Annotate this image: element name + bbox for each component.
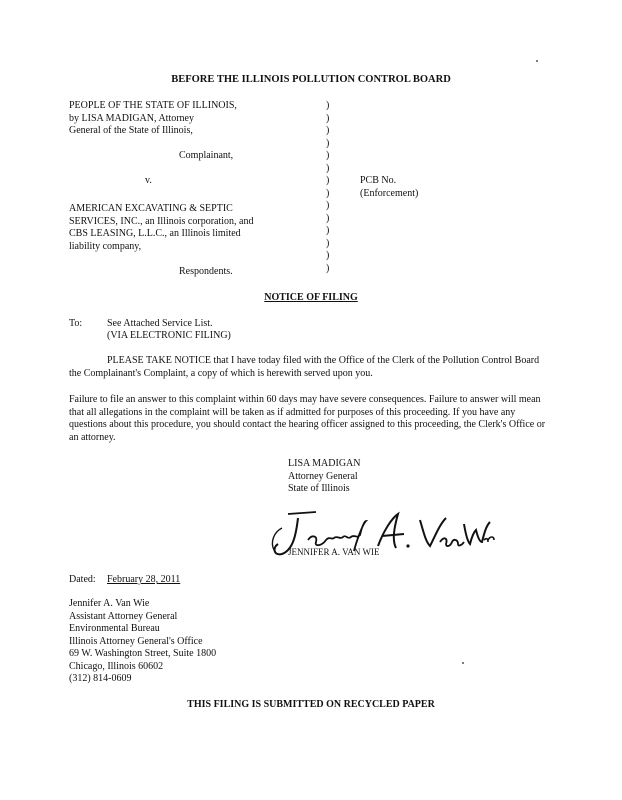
complainant-line: PEOPLE OF THE STATE OF ILLINOIS, (69, 100, 237, 111)
scan-speck (462, 662, 464, 664)
ag-title: Attorney General (288, 470, 358, 482)
notice-paragraph: PLEASE TAKE NOTICE that I have today filed with the Office of the Clerk of the Pollution Control Board the Complainant's Complaint, a copy of which is herewith served upon you. (69, 355, 540, 379)
dated-label: Dated: (69, 574, 96, 585)
contact-block (69, 598, 216, 686)
respondent-line: CBS LEASING, L.L.C., an Illinois limited (69, 228, 241, 239)
complainant-line: General of the State of Illinois, (69, 125, 193, 136)
contact-line: 69 W. Washington Street, Suite 1800 (69, 648, 217, 659)
recycled-paper-footer: THIS FILING IS SUBMITTED ON RECYCLED PAPER (187, 699, 435, 710)
respondent-line: liability company, (69, 240, 142, 252)
respondent-role: Respondents. (179, 266, 233, 277)
ag-state: State of Illinois (288, 483, 350, 494)
respondent-block (69, 203, 253, 253)
respondent-line: AMERICAN EXCAVATING & SEPTIC (69, 203, 233, 214)
respondent-line: SERVICES, INC., an Illinois corporation, and (69, 215, 254, 227)
contact-line: Chicago, Illinois 60602 (69, 660, 164, 672)
contact-line: Assistant Attorney General (69, 610, 178, 622)
pcb-number: PCB No. (360, 175, 397, 186)
contact-line: Environmental Bureau (69, 623, 160, 634)
contact-line: Jennifer A. Van Wie (69, 598, 150, 609)
to-line: See Attached Service List. (107, 318, 213, 329)
board-heading: BEFORE THE ILLINOIS POLLUTION CONTROL BOARD (171, 74, 451, 85)
complainant-block (69, 100, 237, 138)
ag-name: LISA MADIGAN (288, 458, 361, 469)
signer-printed-name: JENNIFER A. VAN WIE (288, 547, 380, 557)
complainant-line: by LISA MADIGAN, Attorney (69, 112, 194, 124)
to-line: (VIA ELECTRONIC FILING) (107, 330, 231, 341)
scan-speck (536, 60, 538, 62)
signature-block (288, 458, 361, 496)
to-label: To: (69, 318, 83, 329)
pcb-type: (Enforcement) (360, 188, 419, 199)
consequence-paragraph: Failure to file an answer to this complaint within 60 days may have severe consequences. Failure to answer will mean that all allegations in the complaint will be taken as if admitted for purposes of this proceeding. If you have any questions about this procedure, you should contact the hearing officer assigned to this proceeding, the Clerk's Office or an attorney. (69, 394, 546, 443)
contact-line: Illinois Attorney General's Office (69, 635, 203, 647)
versus-label: v. (145, 175, 152, 186)
caption-parentheses: ) ) ) ) ) ) ) ) ) ) ) ) ) ) (326, 100, 330, 274)
notice-title: NOTICE OF FILING (264, 292, 358, 303)
complainant-role: Complainant, (179, 150, 234, 161)
contact-line: (312) 814-0609 (69, 673, 132, 684)
dated-value: February 28, 2011 (107, 574, 181, 585)
